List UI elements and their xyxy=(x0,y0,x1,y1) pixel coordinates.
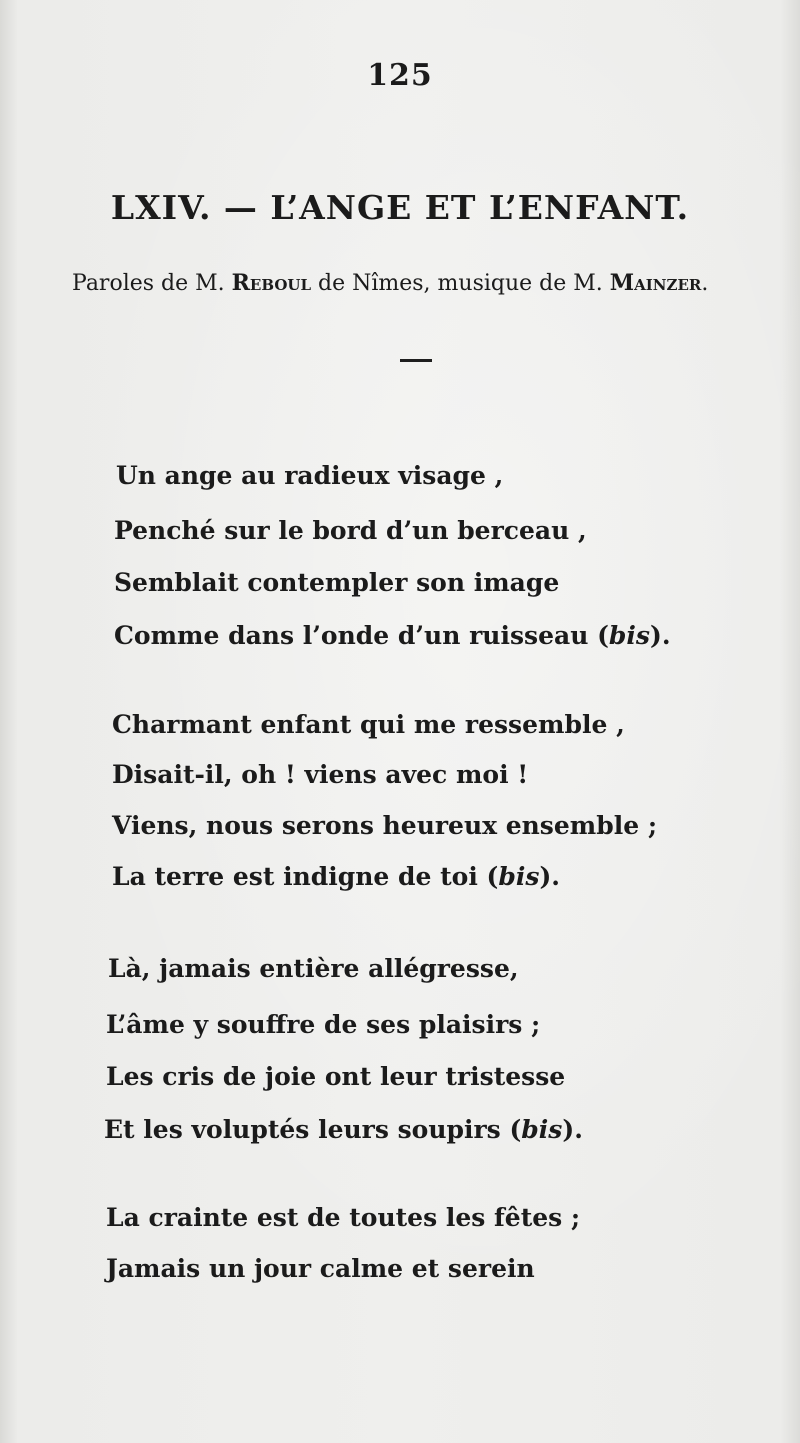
byline-prefix: Paroles de M. xyxy=(72,271,232,296)
ornamental-divider xyxy=(400,359,432,362)
verse-end: ). xyxy=(562,1115,583,1144)
verse-text: La terre est indigne de toi ( xyxy=(112,862,499,891)
verse-end: ). xyxy=(649,621,671,650)
verse-line: Viens, nous serons heureux ensemble ; xyxy=(112,811,658,840)
verse-line: Charmant enfant qui me ressemble , xyxy=(112,710,625,739)
verse-line: La crainte est de toutes les fêtes ; xyxy=(106,1203,581,1232)
verse-line-refrain xyxy=(104,1115,583,1145)
byline-middle: de Nîmes, musique de M. xyxy=(311,271,610,296)
verse-line: L’âme y souffre de ses plaisirs ; xyxy=(106,1010,541,1039)
verse-line: Disait-il, oh ! viens avec moi ! xyxy=(112,760,529,789)
bis-marker: bis xyxy=(498,862,540,891)
verse-line: Semblait contempler son image xyxy=(114,568,560,597)
bis-marker: bis xyxy=(521,1115,563,1144)
byline-author: Reboul xyxy=(231,270,312,296)
verse-text: Comme dans l’onde d’un ruisseau ( xyxy=(114,621,609,650)
verse-line: Un ange au radieux visage , xyxy=(116,461,504,490)
byline-suffix: . xyxy=(701,271,709,296)
verse-line-refrain xyxy=(112,862,560,892)
verse-line: Penché sur le bord d’un berceau , xyxy=(114,516,587,545)
byline xyxy=(72,270,762,296)
verse-text: Et les voluptés leurs soupirs ( xyxy=(104,1115,522,1144)
verse-end: ). xyxy=(539,862,560,891)
verse-line-refrain xyxy=(114,621,671,651)
bis-marker: bis xyxy=(608,621,650,650)
verse-line: Les cris de joie ont leur tristesse xyxy=(106,1062,566,1091)
byline-composer: Mainzer xyxy=(609,270,702,296)
song-title: LXIV. — L’ANGE ET L’ENFANT. xyxy=(110,188,690,227)
verse-line: Jamais un jour calme et serein xyxy=(106,1254,535,1283)
verse-line: Là, jamais entière allégresse, xyxy=(108,954,519,983)
page-number: 125 xyxy=(367,58,433,93)
